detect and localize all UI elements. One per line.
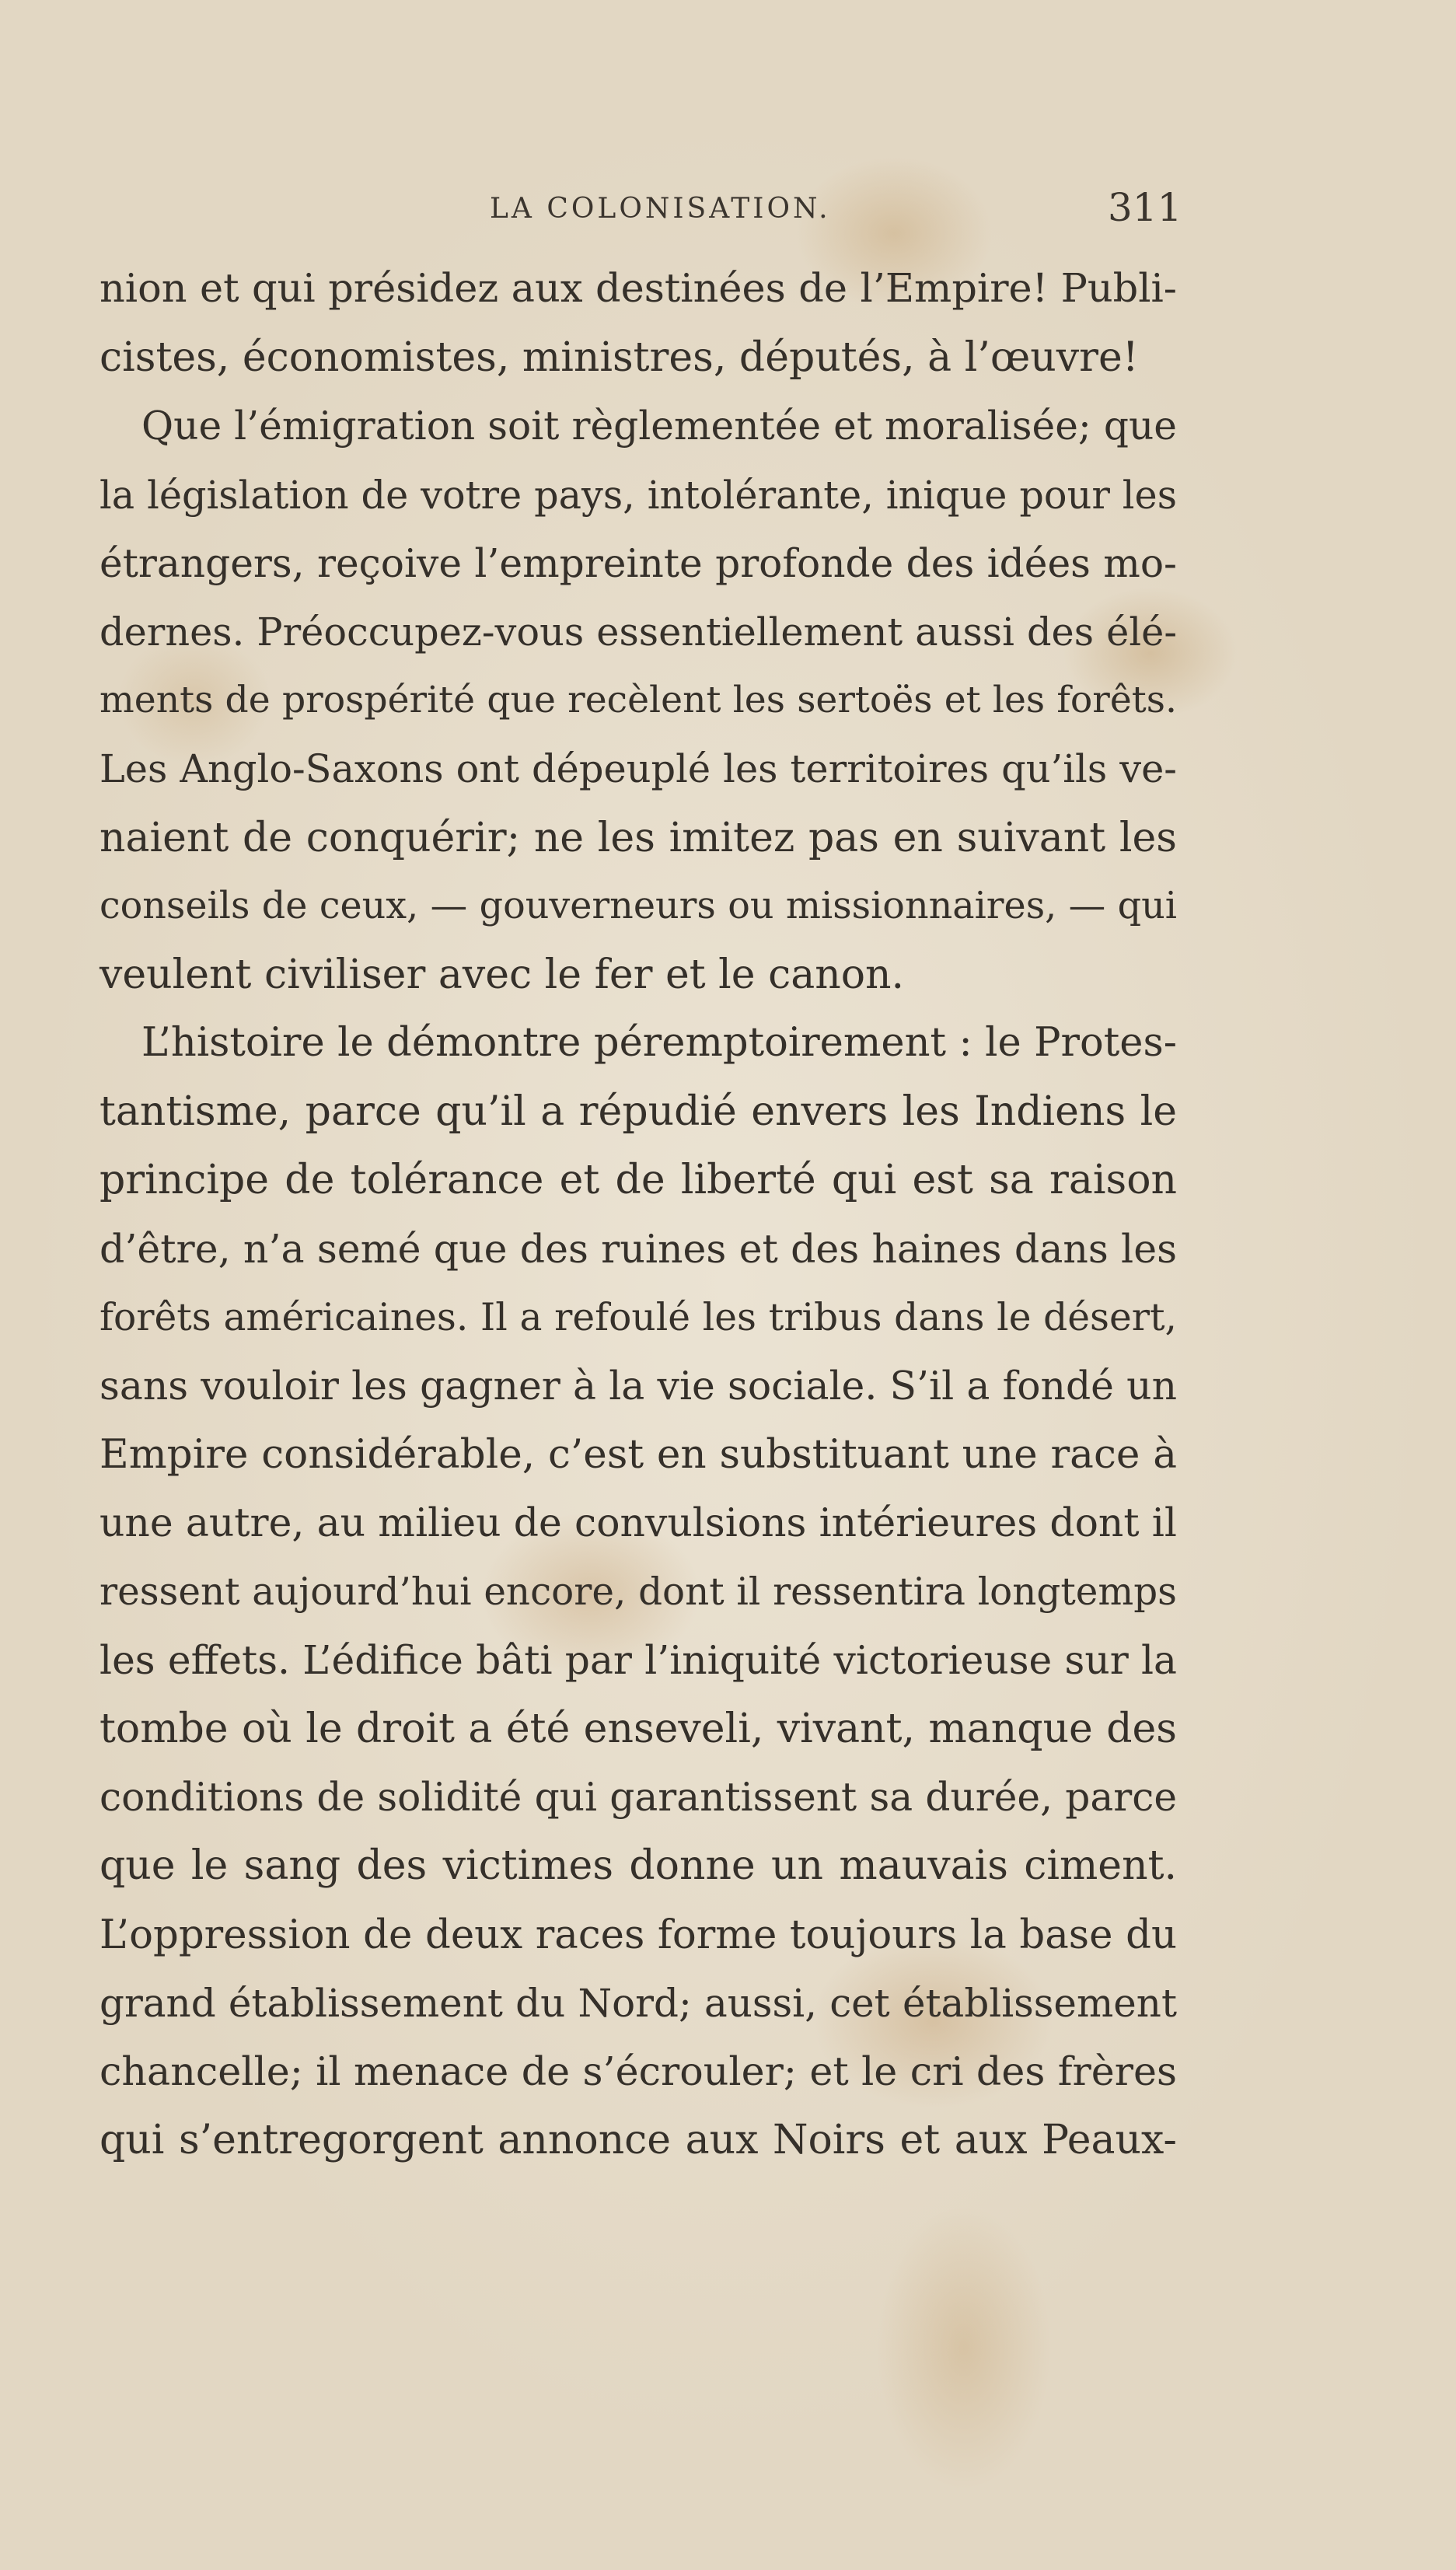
text-line: ments de prospérité que recèlent les sertoës et les forêts. <box>100 679 1177 722</box>
text-line: dernes. Préoccupez-vous essentiellement aussi des élé- <box>100 609 1177 655</box>
text-line: qui s’entregorgent annonce aux Noirs et aux Peaux- <box>100 2117 1177 2164</box>
text-line: conditions de solidité qui garantissent sa durée, parce <box>100 1774 1177 1821</box>
text-line: Que l’émigration soit règlementée et moralisée; que <box>141 403 1177 449</box>
text-line: une autre, au milieu de convulsions intérieures dont il <box>100 1500 1177 1546</box>
text-line: ressent aujourd’hui encore, dont il ressentira longtemps <box>100 1570 1177 1614</box>
text-line: Les Anglo-Saxons ont dépeuplé les territoires qu’ils ve- <box>100 746 1177 792</box>
text-line: grand établissement du Nord; aussi, cet établissement <box>100 1980 1177 2026</box>
text-line: que le sang des victimes donne un mauvais ciment. <box>100 1842 1177 1890</box>
running-title: LA COLONISATION. <box>490 193 831 225</box>
text-line: tantisme, parce qu’il a répudié envers les Indiens le <box>100 1088 1177 1136</box>
text-line: principe de tolérance et de liberté qui est sa raison <box>100 1157 1177 1204</box>
text-line: tombe où le droit a été enseveli, vivant, manque des <box>100 1705 1177 1752</box>
text-line: nion et qui présidez aux destinées de l’Empire! Publi- <box>100 266 1177 312</box>
text-line: chancelle; il menace de s’écrouler; et le cri des frères <box>100 2048 1177 2094</box>
text-line: cistes, économistes, ministres, députés, à l’œuvre! <box>100 334 1139 382</box>
text-line: forêts américaines. Il a refoulé les tribus dans le désert, <box>100 1295 1177 1339</box>
text-line: naient de conquérir; ne les imitez pas en suivant les <box>100 814 1177 861</box>
text-line: la législation de votre pays, intolérante, inique pour les <box>100 472 1177 518</box>
page-header <box>0 185 1456 239</box>
text-line: étrangers, reçoive l’empreinte profonde des idées mo- <box>100 539 1177 586</box>
body-text <box>100 255 1177 2174</box>
text-line: sans vouloir les gagner à la vie sociale. S’il a fondé un <box>100 1363 1177 1409</box>
text-line: Empire considérable, c’est en substituant une race à <box>100 1431 1177 1479</box>
text-line: L’oppression de deux races forme toujours la base du <box>100 1911 1177 1958</box>
page-number: 311 <box>1108 185 1182 230</box>
text-line: L’histoire le démontre péremptoirement : le Protes- <box>141 1020 1177 1067</box>
text-line: veulent civiliser avec le fer et le canon. <box>100 951 905 998</box>
text-line: d’être, n’a semé que des ruines et des haines dans les <box>100 1225 1177 1272</box>
text-line: conseils de ceux, — gouverneurs ou missionnaires, — qui <box>100 884 1177 927</box>
text-line: les effets. L’édifice bâti par l’iniquité victorieuse sur la <box>100 1636 1177 1683</box>
